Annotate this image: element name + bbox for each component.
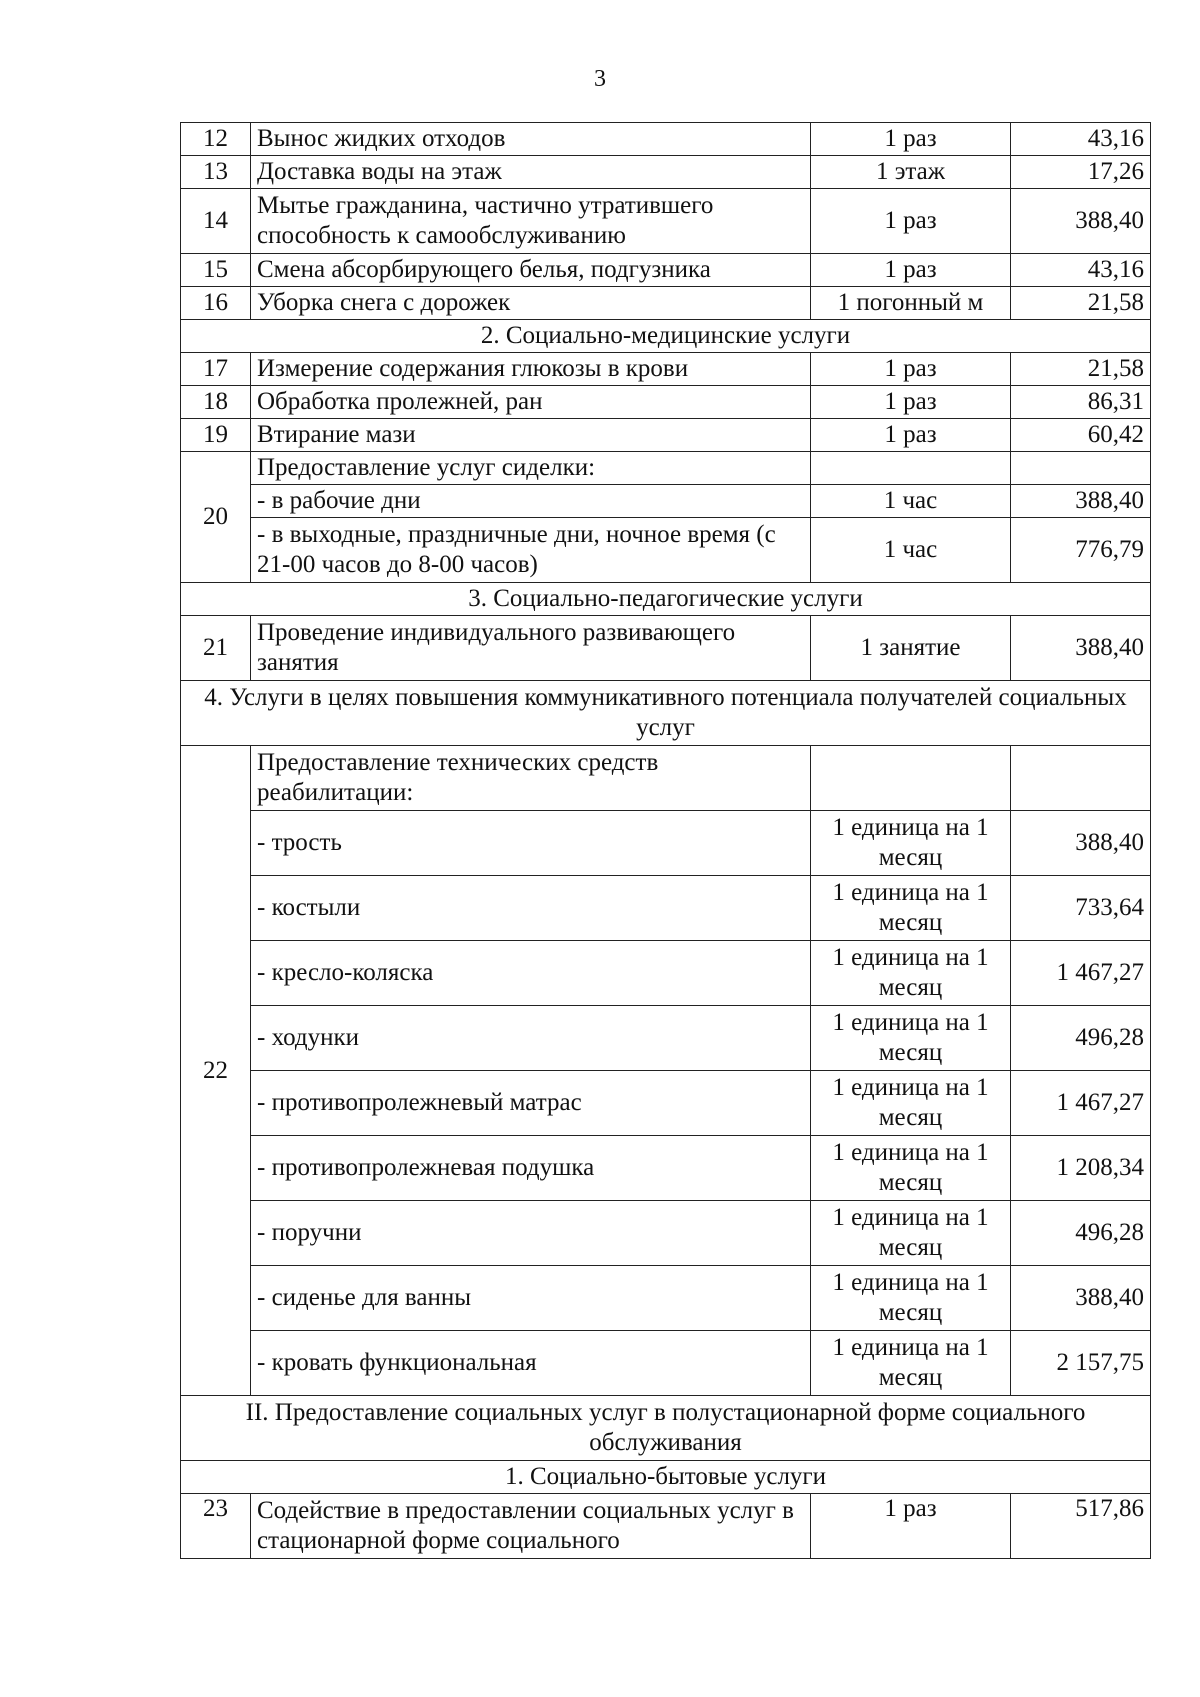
table-row bbox=[181, 518, 1151, 583]
section-header-row bbox=[181, 1396, 1151, 1461]
service-unit: 1 раз bbox=[811, 254, 1011, 287]
row-number: 19 bbox=[181, 419, 251, 452]
service-price: 388,40 bbox=[1011, 485, 1151, 518]
service-unit: 1 час bbox=[811, 518, 1011, 583]
table-row bbox=[181, 941, 1151, 1006]
section-header-row bbox=[181, 681, 1151, 746]
table-row bbox=[181, 1266, 1151, 1331]
table-row bbox=[181, 811, 1151, 876]
service-name: Измерение содержания глюкозы в крови bbox=[251, 353, 811, 386]
table-row bbox=[181, 386, 1151, 419]
service-unit: 1 единица на 1 месяц bbox=[811, 876, 1011, 941]
service-unit: 1 единица на 1 месяц bbox=[811, 1266, 1011, 1331]
table-row bbox=[181, 287, 1151, 320]
row-number: 13 bbox=[181, 156, 251, 189]
row-number: 21 bbox=[181, 616, 251, 681]
section-header-row bbox=[181, 583, 1151, 616]
services-price-table bbox=[180, 122, 1151, 1559]
row-number: 15 bbox=[181, 254, 251, 287]
service-unit: 1 раз bbox=[811, 123, 1011, 156]
row-number: 14 bbox=[181, 189, 251, 254]
section-heading: II. Предоставление социальных услуг в полустационарной форме социального обслуживания bbox=[181, 1396, 1151, 1461]
service-name: Проведение индивидуального развивающего занятия bbox=[251, 616, 811, 681]
service-name: - в выходные, праздничные дни, ночное время (с 21-00 часов до 8-00 часов) bbox=[251, 518, 811, 583]
row-number: 20 bbox=[181, 452, 251, 583]
service-name: - сиденье для ванны bbox=[251, 1266, 811, 1331]
section-header-row bbox=[181, 1461, 1151, 1494]
empty-cell bbox=[811, 452, 1011, 485]
table-row bbox=[181, 254, 1151, 287]
service-unit: 1 единица на 1 месяц bbox=[811, 1136, 1011, 1201]
table-row bbox=[181, 123, 1151, 156]
service-price: 1 208,34 bbox=[1011, 1136, 1151, 1201]
service-unit: 1 единица на 1 месяц bbox=[811, 941, 1011, 1006]
service-price: 388,40 bbox=[1011, 189, 1151, 254]
service-name: Смена абсорбирующего белья, подгузника bbox=[251, 254, 811, 287]
service-name: - ходунки bbox=[251, 1006, 811, 1071]
service-name: Уборка снега с дорожек bbox=[251, 287, 811, 320]
service-unit: 1 единица на 1 месяц bbox=[811, 1201, 1011, 1266]
service-name: - в рабочие дни bbox=[251, 485, 811, 518]
service-price: 43,16 bbox=[1011, 123, 1151, 156]
service-unit: 1 этаж bbox=[811, 156, 1011, 189]
table-row bbox=[181, 189, 1151, 254]
service-unit: 1 погонный м bbox=[811, 287, 1011, 320]
section-heading: 1. Социально-бытовые услуги bbox=[181, 1461, 1151, 1494]
service-price: 496,28 bbox=[1011, 1006, 1151, 1071]
service-price: 388,40 bbox=[1011, 1266, 1151, 1331]
service-price: 86,31 bbox=[1011, 386, 1151, 419]
service-price: 21,58 bbox=[1011, 287, 1151, 320]
table-row bbox=[181, 616, 1151, 681]
service-price: 388,40 bbox=[1011, 616, 1151, 681]
section-header-row bbox=[181, 320, 1151, 353]
row-number: 18 bbox=[181, 386, 251, 419]
row-number: 23 bbox=[181, 1494, 251, 1559]
service-unit: 1 раз bbox=[811, 353, 1011, 386]
service-group-header: Предоставление услуг сиделки: bbox=[251, 452, 811, 485]
service-name: Содействие в предоставлении социальных услуг в стационарной форме социального bbox=[251, 1494, 811, 1559]
service-price: 517,86 bbox=[1011, 1494, 1151, 1559]
table-row bbox=[181, 1494, 1151, 1559]
service-unit: 1 раз bbox=[811, 419, 1011, 452]
service-name: Доставка воды на этаж bbox=[251, 156, 811, 189]
service-name: Мытье гражданина, частично утратившего способность к самообслуживанию bbox=[251, 189, 811, 254]
service-unit: 1 раз bbox=[811, 386, 1011, 419]
empty-cell bbox=[1011, 746, 1151, 811]
service-name: - противопролежневый матрас bbox=[251, 1071, 811, 1136]
empty-cell bbox=[811, 746, 1011, 811]
service-unit: 1 единица на 1 месяц bbox=[811, 1006, 1011, 1071]
service-price: 60,42 bbox=[1011, 419, 1151, 452]
service-price: 733,64 bbox=[1011, 876, 1151, 941]
service-group-header: Предоставление технических средств реабилитации: bbox=[251, 746, 811, 811]
service-unit: 1 раз bbox=[811, 1494, 1011, 1559]
table-row bbox=[181, 1331, 1151, 1396]
page-number: 3 bbox=[594, 66, 606, 92]
row-number: 17 bbox=[181, 353, 251, 386]
table-row bbox=[181, 1201, 1151, 1266]
service-unit: 1 раз bbox=[811, 189, 1011, 254]
table-row bbox=[181, 1071, 1151, 1136]
service-name: - кровать функциональная bbox=[251, 1331, 811, 1396]
service-price: 2 157,75 bbox=[1011, 1331, 1151, 1396]
row-number: 22 bbox=[181, 746, 251, 1396]
service-price: 496,28 bbox=[1011, 1201, 1151, 1266]
table-row bbox=[181, 452, 1151, 485]
table-row bbox=[181, 156, 1151, 189]
service-name: - трость bbox=[251, 811, 811, 876]
service-name: Вынос жидких отходов bbox=[251, 123, 811, 156]
service-name: Обработка пролежней, ран bbox=[251, 386, 811, 419]
empty-cell bbox=[1011, 452, 1151, 485]
service-price: 776,79 bbox=[1011, 518, 1151, 583]
table-row bbox=[181, 1136, 1151, 1201]
table-row bbox=[181, 353, 1151, 386]
service-price: 17,26 bbox=[1011, 156, 1151, 189]
service-unit: 1 час bbox=[811, 485, 1011, 518]
service-price: 21,58 bbox=[1011, 353, 1151, 386]
service-unit: 1 единица на 1 месяц bbox=[811, 811, 1011, 876]
service-unit: 1 единица на 1 месяц bbox=[811, 1071, 1011, 1136]
table-row bbox=[181, 876, 1151, 941]
service-unit: 1 единица на 1 месяц bbox=[811, 1331, 1011, 1396]
row-number: 16 bbox=[181, 287, 251, 320]
row-number: 12 bbox=[181, 123, 251, 156]
section-heading: 4. Услуги в целях повышения коммуникативного потенциала получателей социальных услуг bbox=[181, 681, 1151, 746]
service-price: 43,16 bbox=[1011, 254, 1151, 287]
table-row bbox=[181, 1006, 1151, 1071]
service-price: 1 467,27 bbox=[1011, 1071, 1151, 1136]
section-heading: 2. Социально-медицинские услуги bbox=[181, 320, 1151, 353]
service-price: 388,40 bbox=[1011, 811, 1151, 876]
service-name: - поручни bbox=[251, 1201, 811, 1266]
table-row bbox=[181, 485, 1151, 518]
table-row bbox=[181, 746, 1151, 811]
service-name: Втирание мази bbox=[251, 419, 811, 452]
table-row bbox=[181, 419, 1151, 452]
service-name: - костыли bbox=[251, 876, 811, 941]
service-price: 1 467,27 bbox=[1011, 941, 1151, 1006]
service-name: - противопролежневая подушка bbox=[251, 1136, 811, 1201]
service-name: - кресло-коляска bbox=[251, 941, 811, 1006]
service-unit: 1 занятие bbox=[811, 616, 1011, 681]
section-heading: 3. Социально-педагогические услуги bbox=[181, 583, 1151, 616]
